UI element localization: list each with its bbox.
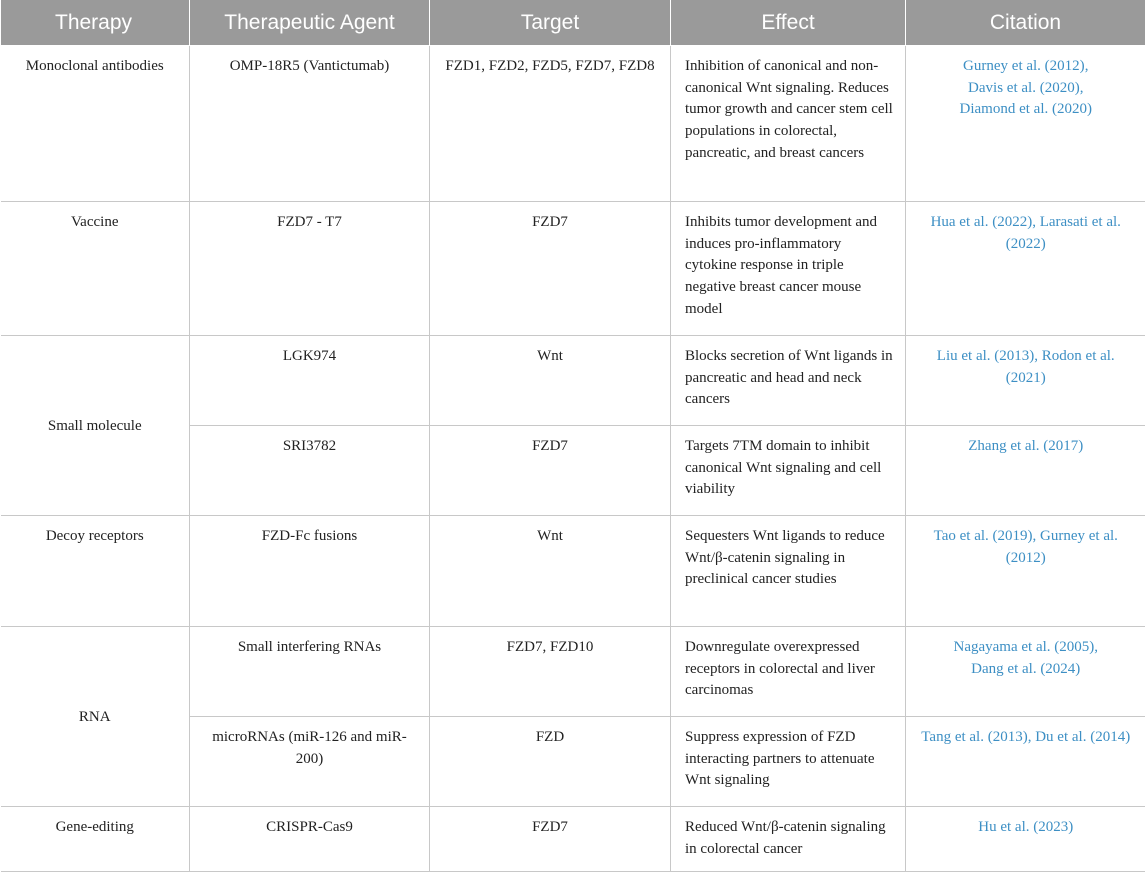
citation-cell xyxy=(906,807,1145,872)
therapy-cell: Vaccine xyxy=(1,202,190,336)
citation-link[interactable]: Davis et al. (2020) xyxy=(968,79,1080,96)
agent-cell: FZD7 - T7 xyxy=(190,202,430,336)
citation-cell: Hua et al. (2022), Larasati et al. (2022) xyxy=(906,202,1145,336)
agent-cell: OMP-18R5 (Vantictumab) xyxy=(190,46,430,202)
therapy-cell: Gene-editing xyxy=(1,807,190,872)
agent-cell: FZD-Fc fusions xyxy=(190,516,430,627)
table-row xyxy=(1,202,1145,336)
table-row xyxy=(1,46,1145,202)
target-cell: Wnt xyxy=(430,336,671,426)
citation-cell: Tao et al. (2019), Gurney et al. (2012) xyxy=(906,516,1145,627)
therapy-cell: Small molecule xyxy=(1,336,190,516)
citation-link[interactable]: Tao et al. (2019) xyxy=(933,528,1033,544)
target-cell: FZD7 xyxy=(430,426,671,516)
effect-cell: Downregulate overexpressed receptors in colorectal and liver carcinomas xyxy=(671,627,906,717)
citation-link[interactable]: Dang et al. (2024) xyxy=(971,660,1081,677)
citation-link[interactable]: Tang et al. (2013) xyxy=(921,729,1028,745)
citation-link[interactable]: Du et al. (2014) xyxy=(1035,729,1131,745)
table-row xyxy=(1,336,1145,426)
effect-cell: Targets 7TM domain to inhibit canonical Wnt signaling and cell viability xyxy=(671,426,906,516)
therapy-cell: RNA xyxy=(1,627,190,807)
header-therapeutic-agent: Therapeutic Agent xyxy=(190,0,430,46)
table-row xyxy=(1,627,1145,717)
table-row xyxy=(1,516,1145,627)
header-effect: Effect xyxy=(671,0,906,46)
citation-link[interactable]: Larasati et al. (2022) xyxy=(1005,214,1121,252)
table-row xyxy=(1,807,1145,872)
citation-cell: Gurney et al. (2012), Davis et al. (2020), Diamond et al. (2020) xyxy=(906,46,1145,202)
citation-link[interactable]: Hu et al. (2023) xyxy=(978,819,1074,835)
citation-link[interactable]: Zhang et al. (2017) xyxy=(968,438,1084,454)
citation-link[interactable]: Gurney et al. (2012) xyxy=(1005,528,1118,566)
agent-cell: CRISPR-Cas9 xyxy=(190,807,430,872)
citation-link[interactable]: Gurney et al. (2012) xyxy=(963,58,1085,74)
header-therapy: Therapy xyxy=(1,0,190,46)
citation-cell: Tang et al. (2013), Du et al. (2014) xyxy=(906,717,1145,807)
target-cell: Wnt xyxy=(430,516,671,627)
citation-cell xyxy=(906,426,1145,516)
therapy-cell: Monoclonal antibodies xyxy=(1,46,190,202)
effect-cell: Inhibition of canonical and non-canonical Wnt signaling. Reduces tumor growth and cancer stem cell populations in colorectal, pancreatic, and breast cancers xyxy=(671,46,906,202)
effect-cell: Reduced Wnt/β-catenin signaling in colorectal cancer xyxy=(671,807,906,872)
agent-cell: Small interfering RNAs xyxy=(190,627,430,717)
target-cell: FZD7, FZD10 xyxy=(430,627,671,717)
citation-link[interactable]: Hua et al. (2022) xyxy=(930,214,1033,230)
citation-link[interactable]: Rodon et al. (2021) xyxy=(1005,348,1115,386)
effect-cell: Suppress expression of FZD interacting partners to attenuate Wnt signaling xyxy=(671,717,906,807)
citation-link[interactable]: Nagayama et al. (2005) xyxy=(953,639,1095,655)
target-cell: FZD xyxy=(430,717,671,807)
agent-cell: SRI3782 xyxy=(190,426,430,516)
effect-cell: Blocks secretion of Wnt ligands in pancreatic and head and neck cancers xyxy=(671,336,906,426)
agent-cell: LGK974 xyxy=(190,336,430,426)
header-citation: Citation xyxy=(906,0,1145,46)
target-cell: FZD7 xyxy=(430,202,671,336)
citation-cell: Liu et al. (2013), Rodon et al. (2021) xyxy=(906,336,1145,426)
effect-cell: Sequesters Wnt ligands to reduce Wnt/β-catenin signaling in preclinical cancer studies xyxy=(671,516,906,627)
citation-cell: Nagayama et al. (2005), Dang et al. (2024) xyxy=(906,627,1145,717)
table-header-row xyxy=(1,0,1145,46)
target-cell: FZD7 xyxy=(430,807,671,872)
header-target: Target xyxy=(430,0,671,46)
effect-cell: Inhibits tumor development and induces pro-inflammatory cytokine response in triple negative breast cancer mouse model xyxy=(671,202,906,336)
citation-link[interactable]: Liu et al. (2013) xyxy=(936,348,1035,364)
agent-cell: microRNAs (miR-126 and miR-200) xyxy=(190,717,430,807)
citation-link[interactable]: Diamond et al. (2020) xyxy=(959,101,1092,118)
target-cell: FZD1, FZD2, FZD5, FZD7, FZD8 xyxy=(430,46,671,202)
therapy-cell: Decoy receptors xyxy=(1,516,190,627)
